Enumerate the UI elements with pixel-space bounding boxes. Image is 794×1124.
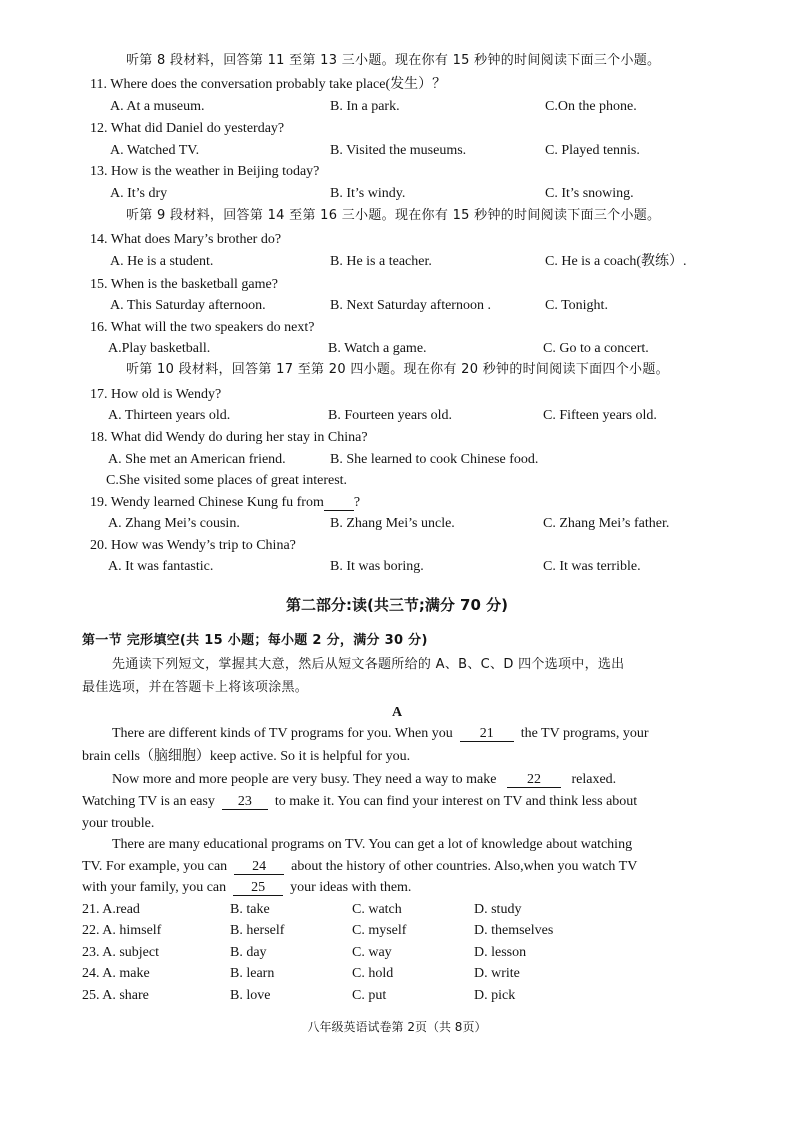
question-18-option-c: C.She visited some places of great interest. — [106, 473, 348, 488]
cloze-option: C. way — [352, 945, 392, 960]
question-15-option-a: A. This Saturday afternoon. — [110, 298, 266, 313]
blank-25: 25 — [233, 880, 283, 896]
passage-text: your ideas with them. — [290, 880, 412, 895]
question-12-option-a: A. Watched TV. — [110, 143, 200, 158]
instruction-part8: 听第 8 段材料，回答第 11 至第 13 三小题。现在你有 15 秒钟的时间阅读下面三个小题。 — [126, 53, 661, 68]
question-14-option-a: A. He is a student. — [110, 254, 214, 269]
question-19-option-a: A. Zhang Mei’s cousin. — [108, 516, 240, 531]
cloze-instruction-line2: 最佳选项，并在答题卡上将该项涂黑。 — [82, 680, 309, 695]
question-15-option-b: B. Next Saturday afternoon . — [330, 298, 491, 313]
passage-line — [112, 725, 649, 743]
passage-line — [82, 793, 637, 811]
cloze-option: B. learn — [230, 966, 275, 981]
question-12-stem: 12. What did Daniel do yesterday? — [90, 121, 285, 136]
question-19-stem-mark: ? — [353, 495, 361, 510]
question-15-option-c: C. Tonight. — [545, 298, 608, 313]
question-20-stem: 20. How was Wendy’s trip to China? — [90, 538, 296, 553]
cloze-option: B. take — [230, 902, 270, 917]
passage-text: to make it. You can find your interest on TV and think less about — [274, 794, 638, 809]
passage-line: There are many educational programs on TV. You can get a lot of knowledge about watching — [112, 837, 633, 852]
passage-text: TV. For example, you can — [82, 859, 228, 874]
passage-text: Watching TV is an easy — [82, 794, 215, 809]
question-17-stem: 17. How old is Wendy? — [90, 387, 222, 402]
cloze-option: C. watch — [352, 902, 402, 917]
cloze-option: 24. A. make — [82, 966, 150, 981]
passage-text: the TV programs, your — [520, 726, 649, 741]
question-12-option-b: B. Visited the museums. — [330, 143, 467, 158]
question-16-option-b: B. Watch a game. — [328, 341, 427, 356]
question-17-option-b: B. Fourteen years old. — [328, 408, 453, 423]
question-13-option-c: C. It’s snowing. — [545, 186, 634, 201]
question-19-stem — [90, 494, 360, 512]
answer-blank — [324, 495, 354, 511]
passage-line — [82, 879, 411, 897]
instruction-part9: 听第 9 段材料，回答第 14 至第 16 三小题。现在你有 15 秒钟的时间阅读下面三个小题。 — [126, 208, 661, 223]
page-footer: 八年级英语试卷第 2页（共 8页） — [307, 1020, 487, 1034]
cloze-option: B. love — [230, 988, 271, 1003]
question-19-option-b: B. Zhang Mei’s uncle. — [330, 516, 455, 531]
question-15-stem: 15. When is the basketball game? — [90, 277, 278, 292]
blank-24: 24 — [234, 859, 284, 875]
question-14-option-b: B. He is a teacher. — [330, 254, 432, 269]
question-18-option-a: A. She met an American friend. — [108, 452, 286, 467]
question-19-stem-text: 19. Wendy learned Chinese Kung fu from — [90, 495, 324, 510]
instruction-part10: 听第 10 段材料，回答第 17 至第 20 四小题。现在你有 20 秒钟的时间阅读下面四个小题。 — [126, 362, 669, 377]
question-11-stem: 11. Where does the conversation probably take place(发生）？ — [90, 77, 447, 92]
cloze-option: 25. A. share — [82, 988, 149, 1003]
passage-label: A — [391, 705, 403, 720]
cloze-option: D. write — [474, 966, 520, 981]
question-14-stem: 14. What does Mary’s brother do? — [90, 232, 282, 247]
passage-text: about the history of other countries. Also,when you watch TV — [291, 859, 638, 874]
question-18-stem: 18. What did Wendy do during her stay in China? — [90, 430, 368, 445]
cloze-option: C. myself — [352, 923, 407, 938]
question-17-option-a: A. Thirteen years old. — [108, 408, 231, 423]
passage-line — [82, 858, 637, 876]
section1-title: 第一节 完形填空(共 15 小题；每小题 2 分，满分 30 分) — [82, 633, 428, 648]
cloze-option: 23. A. subject — [82, 945, 159, 960]
question-16-stem: 16. What will the two speakers do next? — [90, 320, 315, 335]
question-17-option-c: C. Fifteen years old. — [543, 408, 657, 423]
cloze-option: 21. A.read — [82, 902, 140, 917]
passage-text: with your family, you can — [82, 880, 227, 895]
blank-21: 21 — [460, 726, 514, 742]
question-20-option-a: A. It was fantastic. — [108, 559, 214, 574]
blank-22: 22 — [507, 772, 561, 788]
question-20-option-c: C. It was terrible. — [543, 559, 641, 574]
question-16-option-a: A.Play basketball. — [108, 341, 211, 356]
question-11-option-c: C.On the phone. — [545, 99, 637, 114]
question-20-option-b: B. It was boring. — [330, 559, 424, 574]
cloze-option: D. lesson — [474, 945, 527, 960]
question-11-option-a: A. At a museum. — [110, 99, 205, 114]
question-14-option-c: C. He is a coach(教练）. — [545, 254, 687, 269]
cloze-option: 22. A. himself — [82, 923, 162, 938]
part2-title: 第二部分:读(共三节;满分 70 分) — [285, 596, 509, 614]
passage-text: There are different kinds of TV programs for you. When you — [112, 726, 453, 741]
passage-line: your trouble. — [82, 816, 155, 831]
cloze-option: D. study — [474, 902, 522, 917]
passage-text: Now more and more people are very busy. They need a way to make — [112, 772, 497, 787]
cloze-option: C. put — [352, 988, 387, 1003]
passage-line — [112, 771, 616, 789]
question-12-option-c: C. Played tennis. — [545, 143, 640, 158]
cloze-instruction-line1: 先通读下列短文，掌握其大意，然后从短文各题所给的 A、B、C、D 四个选项中，选出 — [112, 657, 625, 672]
passage-text: relaxed. — [571, 772, 617, 787]
blank-23: 23 — [222, 794, 268, 810]
question-13-stem: 13. How is the weather in Beijing today? — [90, 164, 320, 179]
passage-line: brain cells（脑细胞）keep active. So it is helpful for you. — [82, 749, 411, 764]
question-13-option-a: A. It’s dry — [110, 186, 168, 201]
question-19-option-c: C. Zhang Mei’s father. — [543, 516, 670, 531]
cloze-option: B. herself — [230, 923, 285, 938]
cloze-option: B. day — [230, 945, 267, 960]
cloze-option: C. hold — [352, 966, 394, 981]
cloze-option: D. pick — [474, 988, 516, 1003]
question-13-option-b: B. It’s windy. — [330, 186, 406, 201]
question-18-option-b: B. She learned to cook Chinese food. — [330, 452, 539, 467]
question-16-option-c: C. Go to a concert. — [543, 341, 649, 356]
cloze-option: D. themselves — [474, 923, 554, 938]
question-11-option-b: B. In a park. — [330, 99, 400, 114]
